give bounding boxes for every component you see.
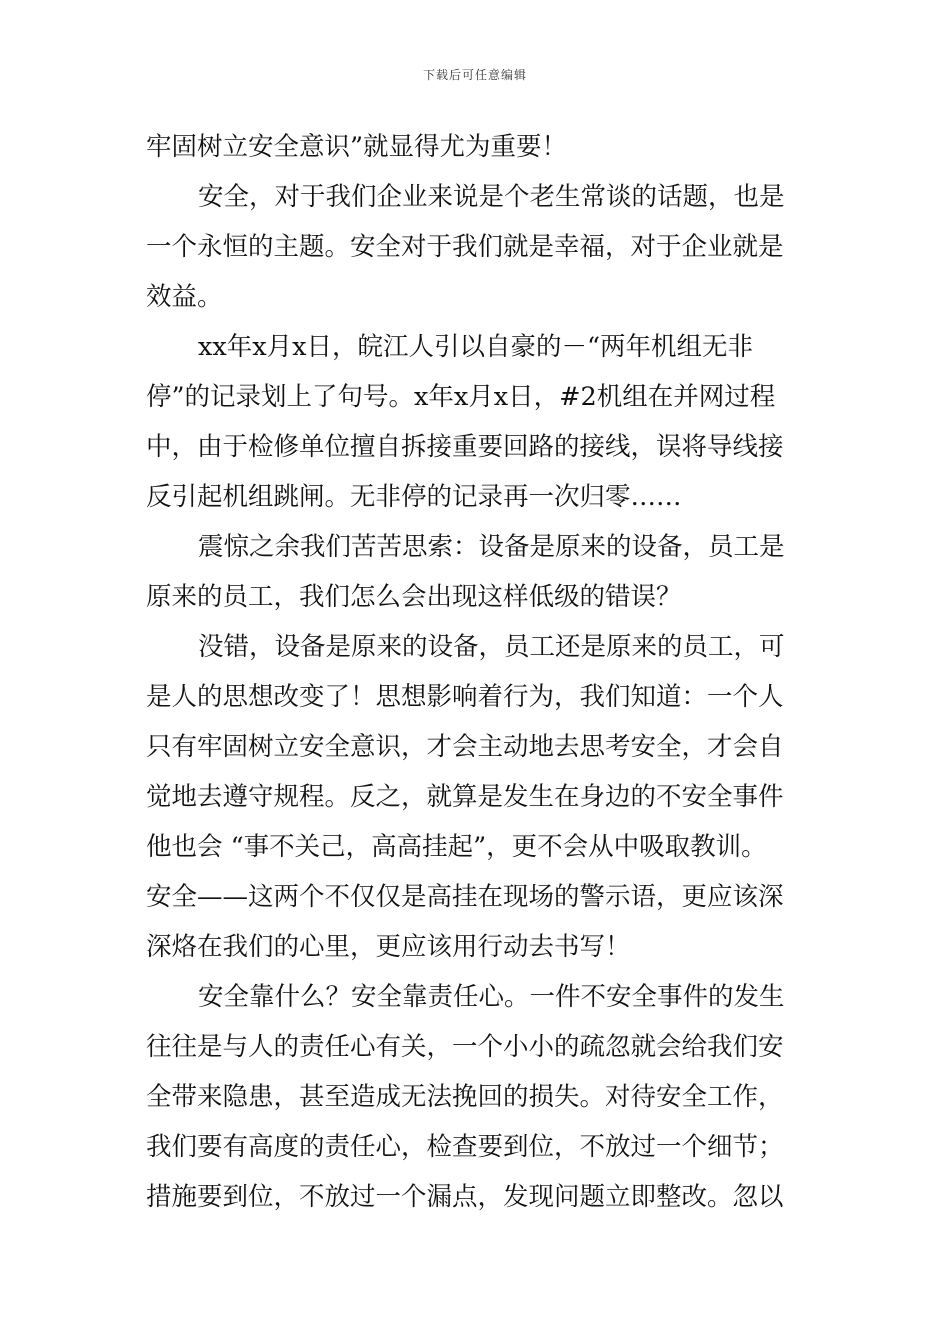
text-line: 只有牢固树立安全意识，才会主动地去思考安全，才会自 xyxy=(146,732,784,762)
text-line: 他也会 “事不关己，高高挂起”，更不会从中吸取教训。 xyxy=(146,832,767,862)
text-line: 是人的思想改变了！思想影响着行为，我们知道：一个人 xyxy=(146,682,784,712)
text-line: 深烙在我们的心里，更应该用行动去书写！ xyxy=(146,932,631,962)
document-body xyxy=(146,122,810,1222)
text-line: 震惊之余我们苦苦思索：设备是原来的设备，员工是 xyxy=(198,532,785,562)
text-line: 措施要到位，不放过一个漏点，发现问题立即整改。忽以 xyxy=(146,1182,784,1212)
text-line: 效益。 xyxy=(146,282,223,312)
text-line: 安全靠什么？安全靠责任心。一件不安全事件的发生 xyxy=(198,982,785,1012)
text-line: 反引起机组跳闸。无非停的记录再一次归零…… xyxy=(146,482,682,512)
text-line: 觉地去遵守规程。反之，就算是发生在身边的不安全事件 xyxy=(146,782,784,812)
text-line: 牢固树立安全意识”就显得尤为重要！ xyxy=(146,132,568,162)
text-line: 全带来隐患，甚至造成无法挽回的损失。对待安全工作， xyxy=(146,1082,784,1112)
text-line: 安全，对于我们企业来说是个老生常谈的话题，也是 xyxy=(198,182,785,212)
text-line: 往往是与人的责任心有关，一个小小的疏忽就会给我们安 xyxy=(146,1032,784,1062)
page-header: 下载后可任意编辑 xyxy=(422,68,527,82)
text-line: 停”的记录划上了句号。x年x月x日，#2机组在并网过程 xyxy=(146,382,776,412)
text-line: 没错，设备是原来的设备，员工还是原来的员工，可 xyxy=(198,632,785,662)
text-line: 一个永恒的主题。安全对于我们就是幸福，对于企业就是 xyxy=(146,232,784,262)
text-line: 我们要有高度的责任心，检查要到位，不放过一个细节； xyxy=(146,1132,784,1162)
text-line: 原来的员工，我们怎么会出现这样低级的错误？ xyxy=(146,582,682,612)
text-line: xx年x月x日，皖江人引以自豪的－“两年机组无非 xyxy=(198,332,754,362)
text-line: 安全——这两个不仅仅是高挂在现场的警示语，更应该深 xyxy=(146,882,784,912)
text-line: 中，由于检修单位擅自拆接重要回路的接线，误将导线接 xyxy=(146,432,784,462)
